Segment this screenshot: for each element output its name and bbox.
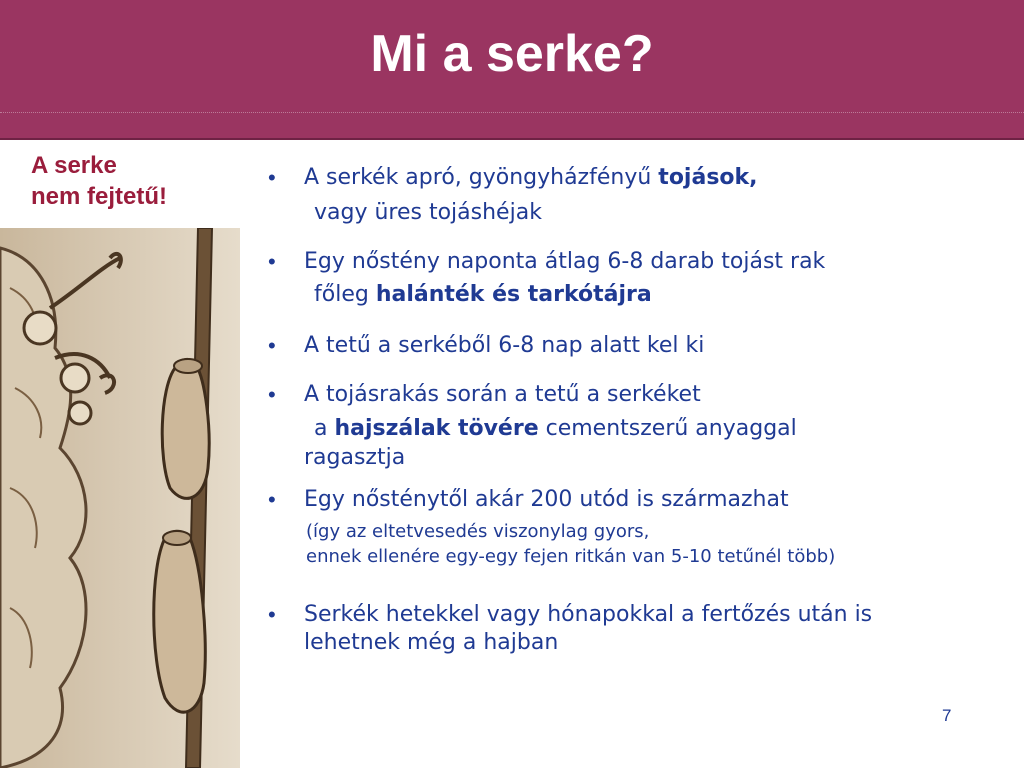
bullet-dot: • — [268, 249, 276, 274]
bullet-text: Serkék hetekkel vagy hónapokkal a fertőzés után is — [304, 602, 873, 627]
bullet-bold-text: hajszálak tövére — [334, 416, 539, 441]
bullet-text: A tojásrakás során a tetű a serkéket — [304, 382, 701, 407]
louse-joint — [61, 364, 89, 392]
nit-upper-cap — [174, 359, 202, 373]
bullet-text: főleg — [314, 282, 376, 307]
bullet-line — [314, 281, 652, 309]
bullet-line — [314, 199, 542, 227]
page-number: 7 — [942, 706, 952, 725]
lice-nit-illustration — [0, 228, 240, 768]
bullet-line — [306, 520, 649, 544]
bullet-line — [304, 332, 704, 360]
bullet-line — [304, 444, 405, 472]
bullet-line — [304, 629, 558, 657]
nit-lower-cap — [163, 531, 191, 545]
bullet-dot: • — [268, 487, 276, 512]
title-bar-stitch — [0, 112, 1024, 113]
louse-joint — [69, 402, 91, 424]
bullet-line — [304, 601, 872, 629]
bullet-line — [304, 381, 701, 409]
bullet-text: A serkék apró, gyöngyházfényű — [304, 165, 659, 190]
bullet-line — [314, 415, 797, 443]
bullet-dot: • — [268, 333, 276, 358]
bullet-text: lehetnek még a hajban — [304, 630, 559, 655]
bullet-text: ragasztja — [304, 445, 406, 470]
bullet-bold-text: halánték és tarkótájra — [375, 282, 652, 307]
bullet-text: Egy nőstény naponta átlag 6-8 darab tojást rak — [304, 249, 826, 274]
slide-title: Mi a serke? — [370, 25, 654, 83]
side-caption-line: A serke — [31, 152, 117, 179]
bullet-text: vagy üres tojáshéjak — [314, 200, 542, 225]
bullet-text: (így az eltetvesedés viszonylag gyors, — [306, 521, 650, 542]
side-caption — [31, 150, 167, 212]
bullet-text: cementszerű anyaggal — [538, 416, 797, 441]
bullet-text: Egy nősténytől akár 200 utód is származhat — [304, 487, 789, 512]
bullet-dot: • — [268, 165, 276, 190]
bullet-dot: • — [268, 382, 276, 407]
nit-upper — [162, 359, 209, 498]
bullet-bold-text: tojások, — [658, 165, 758, 190]
bullet-dot: • — [268, 602, 276, 627]
bullet-line — [304, 486, 789, 514]
louse-joint — [24, 312, 56, 344]
bullet-text: a — [314, 416, 335, 441]
bullet-text: A tetű a serkéből 6-8 nap alatt kel ki — [304, 333, 705, 358]
bullet-line — [304, 164, 758, 192]
nit-lower — [154, 531, 205, 712]
title-bar — [0, 0, 1024, 140]
bullet-line — [304, 248, 825, 276]
side-caption-line: nem fejtetű! — [31, 183, 168, 210]
bullet-text: ennek ellenére egy-egy fejen ritkán van 5-10 tetűnél több) — [306, 546, 836, 567]
bullet-line — [306, 545, 835, 569]
